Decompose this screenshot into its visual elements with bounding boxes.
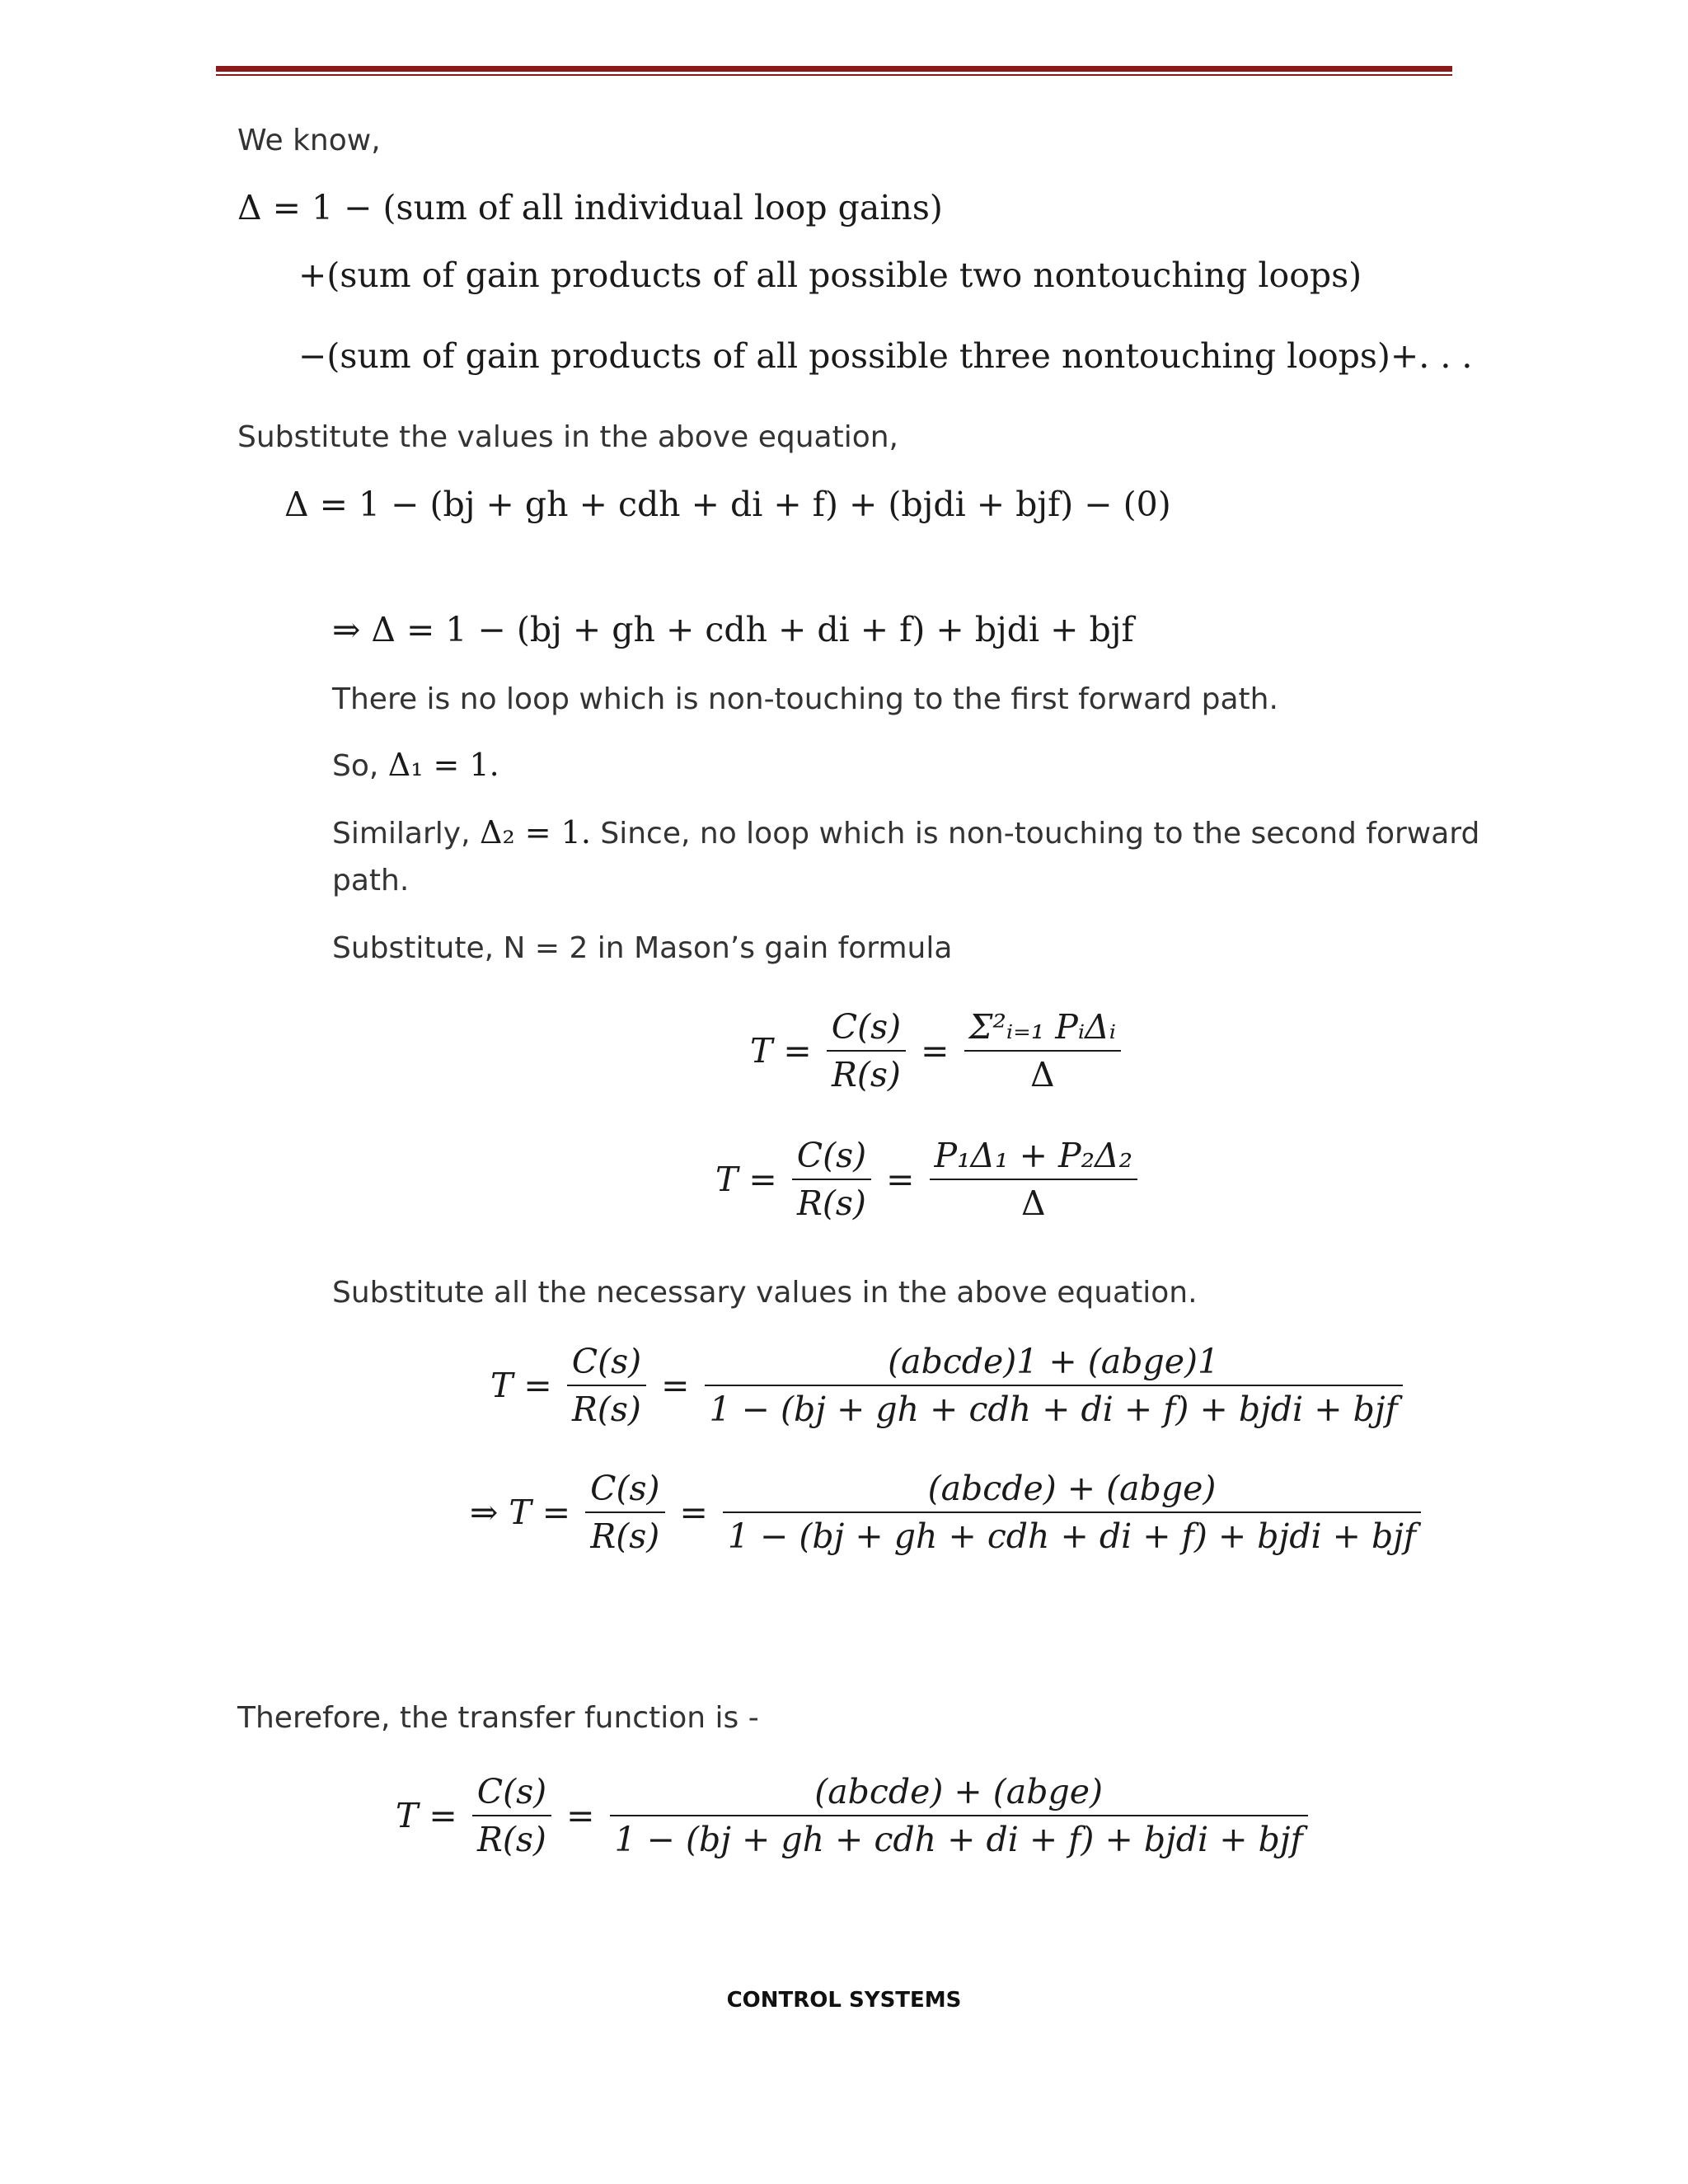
delta2-value: Δ₂ = 1. <box>480 814 591 851</box>
paragraph-mason-substitute: Substitute, N = 2 in Mason’s gain formula <box>332 931 953 965</box>
mason-delta-denominator: Δ <box>1029 1055 1055 1094</box>
t1-fraction-result <box>705 1342 1403 1429</box>
mason2-rs: R(s) <box>796 1183 866 1223</box>
paragraph-we-know: We know, <box>237 124 381 157</box>
t1-equals: = <box>661 1366 690 1405</box>
equation-transfer-simplified <box>470 1469 1421 1556</box>
t3-rs: R(s) <box>476 1820 546 1859</box>
equation-delta-simplified: ⇒ Δ = 1 − (bj + gh + cdh + di + f) + bjdi + bjf <box>332 610 1134 649</box>
t1-rs: R(s) <box>571 1390 641 1429</box>
mason-lhs: T = <box>750 1031 812 1071</box>
t1-cs: C(s) <box>567 1342 646 1386</box>
t2-fraction-cs-rs <box>585 1469 664 1556</box>
equation-delta-definition-line1: Δ = 1 − (sum of all individual loop gains) <box>237 188 943 227</box>
mason2-fraction-cs-rs <box>792 1136 871 1223</box>
t2-rs: R(s) <box>590 1516 660 1556</box>
delta1-prefix: So, <box>332 749 379 783</box>
equation-delta-substituted: Δ = 1 − (bj + gh + cdh + di + f) + (bjdi + bjf) − (0) <box>284 485 1171 524</box>
equation-delta-definition-line3: −(sum of gain products of all possible three nontouching loops)+. . . <box>298 336 1473 376</box>
header-rule-thick <box>216 66 1452 72</box>
t1-denominator: 1 − (bj + gh + cdh + di + f) + bjdi + bjf <box>709 1390 1398 1429</box>
t2-numerator: (abcde) + (abge) <box>723 1469 1421 1513</box>
mason2-cs: C(s) <box>792 1136 871 1180</box>
t3-fraction-cs-rs <box>472 1772 551 1859</box>
paragraph-substitute-necessary: Substitute all the necessary values in the above equation. <box>332 1276 1198 1310</box>
t1-numerator: (abcde)1 + (abge)1 <box>705 1342 1403 1386</box>
t2-cs: C(s) <box>585 1469 664 1513</box>
t3-lhs: T = <box>396 1796 457 1835</box>
t3-cs: C(s) <box>472 1772 551 1816</box>
header-rule-thin <box>216 74 1452 76</box>
paragraph-no-loop-first-path: There is no loop which is non-touching to the first forward path. <box>332 682 1278 716</box>
mason-rs: R(s) <box>831 1055 901 1094</box>
t1-lhs: T = <box>490 1366 552 1405</box>
equation-mason-general <box>750 1007 1121 1094</box>
delta1-value: Δ₁ = 1. <box>387 747 499 783</box>
t2-denominator: 1 − (bj + gh + cdh + di + f) + bjdi + bjf <box>727 1516 1417 1556</box>
equation-delta-definition-line2: +(sum of gain products of all possible two nontouching loops) <box>298 255 1362 295</box>
paragraph-delta2-continued: path. <box>332 864 410 898</box>
paragraph-delta1 <box>332 747 499 783</box>
t2-lhs: ⇒ T = <box>470 1493 571 1532</box>
t3-numerator: (abcde) + (abge) <box>610 1772 1308 1816</box>
mason-cs: C(s) <box>827 1007 906 1052</box>
mason2-lhs: T = <box>715 1160 777 1199</box>
equation-mason-two-paths <box>715 1136 1137 1223</box>
t3-equals: = <box>566 1796 595 1835</box>
equation-transfer-final <box>396 1772 1308 1859</box>
mason-sum-numerator: Σ²ᵢ₌₁ PᵢΔᵢ <box>964 1007 1121 1052</box>
t2-equals: = <box>679 1493 708 1532</box>
mason2-fraction-paths <box>930 1136 1138 1223</box>
mason-fraction-sum <box>964 1007 1121 1094</box>
paragraph-therefore: Therefore, the transfer function is - <box>237 1701 759 1735</box>
t3-fraction-result <box>610 1772 1308 1859</box>
t3-denominator: 1 − (bj + gh + cdh + di + f) + bjdi + bjf <box>614 1820 1303 1859</box>
paragraph-delta2 <box>332 814 1479 851</box>
equation-transfer-with-ones <box>490 1342 1403 1429</box>
delta2-prefix: Similarly, <box>332 817 471 851</box>
delta2-explanation: Since, no loop which is non-touching to the second forward <box>600 817 1480 851</box>
mason2-paths-numerator: P₁Δ₁ + P₂Δ₂ <box>930 1136 1138 1180</box>
mason2-equals: = <box>886 1160 915 1199</box>
paragraph-substitute-values: Substitute the values in the above equation, <box>237 420 898 454</box>
mason-equals: = <box>921 1031 950 1071</box>
t2-fraction-result <box>723 1469 1421 1556</box>
mason-fraction-cs-rs <box>827 1007 906 1094</box>
t1-fraction-cs-rs <box>567 1342 646 1429</box>
mason2-delta-denominator: Δ <box>1020 1183 1046 1223</box>
footer-title: CONTROL SYSTEMS <box>726 1988 962 2013</box>
